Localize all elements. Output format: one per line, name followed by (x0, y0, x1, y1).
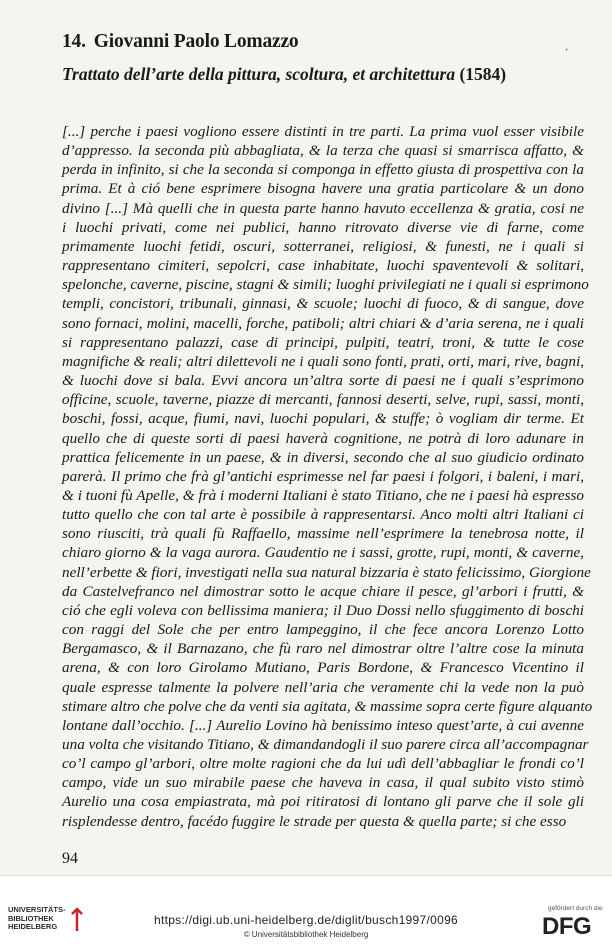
body-line: chiaro giorno & la vaga aurora. Gaudentio ne i sassi, grotte, rupi, monti, & caverne, (62, 544, 584, 562)
funder-note: gefördert durch die (548, 905, 603, 912)
body-line: si rappresentano palazzi, case di principi, pulpiti, teatri, troni, & tutte le cose (62, 333, 584, 351)
body-line: stimare altro che polve che da venti sia agitata, & massime sopra certe figure alquanto (62, 697, 593, 715)
body-line: Aurelio una cosa empiastrata, mà poi ritiratosi di lontano gli parve che il sole gli (62, 793, 584, 811)
work-subtitle (62, 64, 506, 85)
body-line: da Castelvefranco nel dimostrar sotto le acque chiare il pesce, gl’arbori i frutti, & (62, 582, 584, 600)
author-name: Giovanni Paolo Lomazzo (93, 31, 299, 52)
body-line: arena, & con loro Girolamo Mutiano, Paris Bordone, & Francesco Vicentino il (62, 659, 584, 677)
body-line: sono riusciti, trà quali fù Raffaello, massime nell’esprimere la tenebrosa notte, il (62, 525, 584, 543)
body-line: lontane dall’occhio. [...] Aurelio Lovino hà benissimo inteso quest’arte, à cui avenne (62, 716, 584, 734)
body-line: spelonche, caverne, piscine, stagni & simili; luoghi privilegiati ne i quali si esprimono (62, 276, 589, 294)
body-line: campo, vide un suo mirabile paese che haveva in casa, il qual subito visto stimò (62, 774, 584, 792)
body-line: tutto quello che con tal arte è possibile à rappresentarsi. Anco molti altri Italiani ci (62, 506, 584, 524)
body-line: una volta che visitando Titiano, & dimandandogli il suo parere circa all’accompagnar (62, 736, 589, 753)
body-line: boschi, fossi, acque, fiumi, navi, luochi populari, & stuffe; ò vogliam dir terme. Et (62, 410, 584, 428)
body-line: quello che di queste sorti di paesi haverà cognitione, ne potrà di loro adunare in (62, 429, 584, 447)
body-line: [...] perche i paesi vogliono essere distinti in tre parti. La prima vuol esser visibile (62, 123, 584, 140)
body-line: prattica felicemente in un paese, & in diversi, secondo che al suo giudicio ordinato (62, 448, 584, 466)
dfg-logo: DFG (542, 913, 592, 940)
body-line: ció che egli voleva con bellissima maniera; il Duo Dossi nello sfuggimento di boschi (62, 601, 584, 619)
page-number: 94 (62, 850, 78, 867)
body-line: Bergamasco, & il Barnazano, che fù raro nel dimostrar oltre l’altre cose la minuta (62, 640, 584, 658)
body-line: co’l campo gl’arbori, oltre molte ragioni che da lui udì dell’abbagliar le frondi co’l (62, 755, 584, 773)
copyright-notice: © Universitätsbibliothek Heidelberg (243, 930, 369, 939)
digitization-footer (0, 875, 612, 944)
chapter-number: 14. (62, 31, 86, 52)
body-line: officine, scuole, taverne, piazze di mercanti, fannosi deserti, selve, rupi, sassi, monti, (62, 391, 584, 409)
body-line: risplendesse dentro, facédo fuggire le strade per questa & quella parte; si che esso (62, 812, 567, 830)
body-line: quale espresse talmente la polvere nell’aria che veramente chi la vede non la può (62, 678, 584, 696)
body-line: rappresentano cimiteri, sepolcri, case inhabitate, luochi spaventevoli & solitari, (62, 257, 584, 275)
margin-pencil-mark: ´ (563, 45, 573, 61)
body-line: templi, concistori, tribunali, ginnasi, & scuole; luochi di fuoco, & di sangue, dove (62, 295, 584, 313)
permalink-url[interactable]: https://digi.ub.uni-heidelberg.de/diglit/busch1997/0096 (153, 913, 459, 927)
body-line: sono fornaci, molini, macelli, forche, patiboli; altri chiari & d’aria serena, ne i quali (62, 314, 584, 332)
work-year: (1584) (459, 64, 507, 84)
body-line: con raggi del Sole che per entro lampeggino, il che fece ancora Lorenzo Lotto (62, 621, 584, 639)
body-line: & luochi dove si bala. Evvi ancora un’altra sorte di paesi ne i quali s’esprimono (62, 372, 584, 390)
body-line: & i tuoni fù Apelle, & frà i moderni Italiani è stato Titiano, che ne i paesi hà espresso (62, 486, 584, 504)
library-name: UNIVERSITÄTS- BIBLIOTHEK HEIDELBERG (8, 905, 66, 932)
work-title: Trattato dell’arte della pittura, scoltura, et architettura (62, 64, 456, 84)
body-line: prima. Et à ció bene esprimere bisogna havere una gratia particolare & un dono (62, 180, 584, 198)
body-text (62, 122, 593, 831)
body-line: magnifiche & reali; altri dilettevoli ne i quali sono fonti, prati, orti, mari, rive, bagni, (62, 352, 584, 370)
body-line: perda in infinito, si che la seconda si componga in effetto giusta di prospettiva con la (62, 161, 584, 179)
body-line: parerà. Il primo che frà gl’antichi esprimesse nel far paesi i folgori, i baleni, i mari, (62, 467, 584, 485)
body-line: divino [...] Mà quelli che in questa parte hanno havuto eccellenza & gratia, cosi ne (62, 199, 584, 217)
chapter-heading (62, 31, 298, 53)
body-line: nell’erbette & fiori, investigati nella sua natural bizzaria è stato felicissimo, Giorgione (62, 563, 591, 581)
body-line: i luochi privati, come nei publici, hanno ritrovato diverse vie di farne, come (62, 218, 584, 236)
body-line: primamente luochi fetidi, oscuri, sotterranei, religiosi, & funesti, ne i quali si (62, 237, 584, 255)
body-line: d’appresso. la seconda più abbagliata, & la terza che quasi si smarrisca affatto, & (62, 142, 584, 160)
